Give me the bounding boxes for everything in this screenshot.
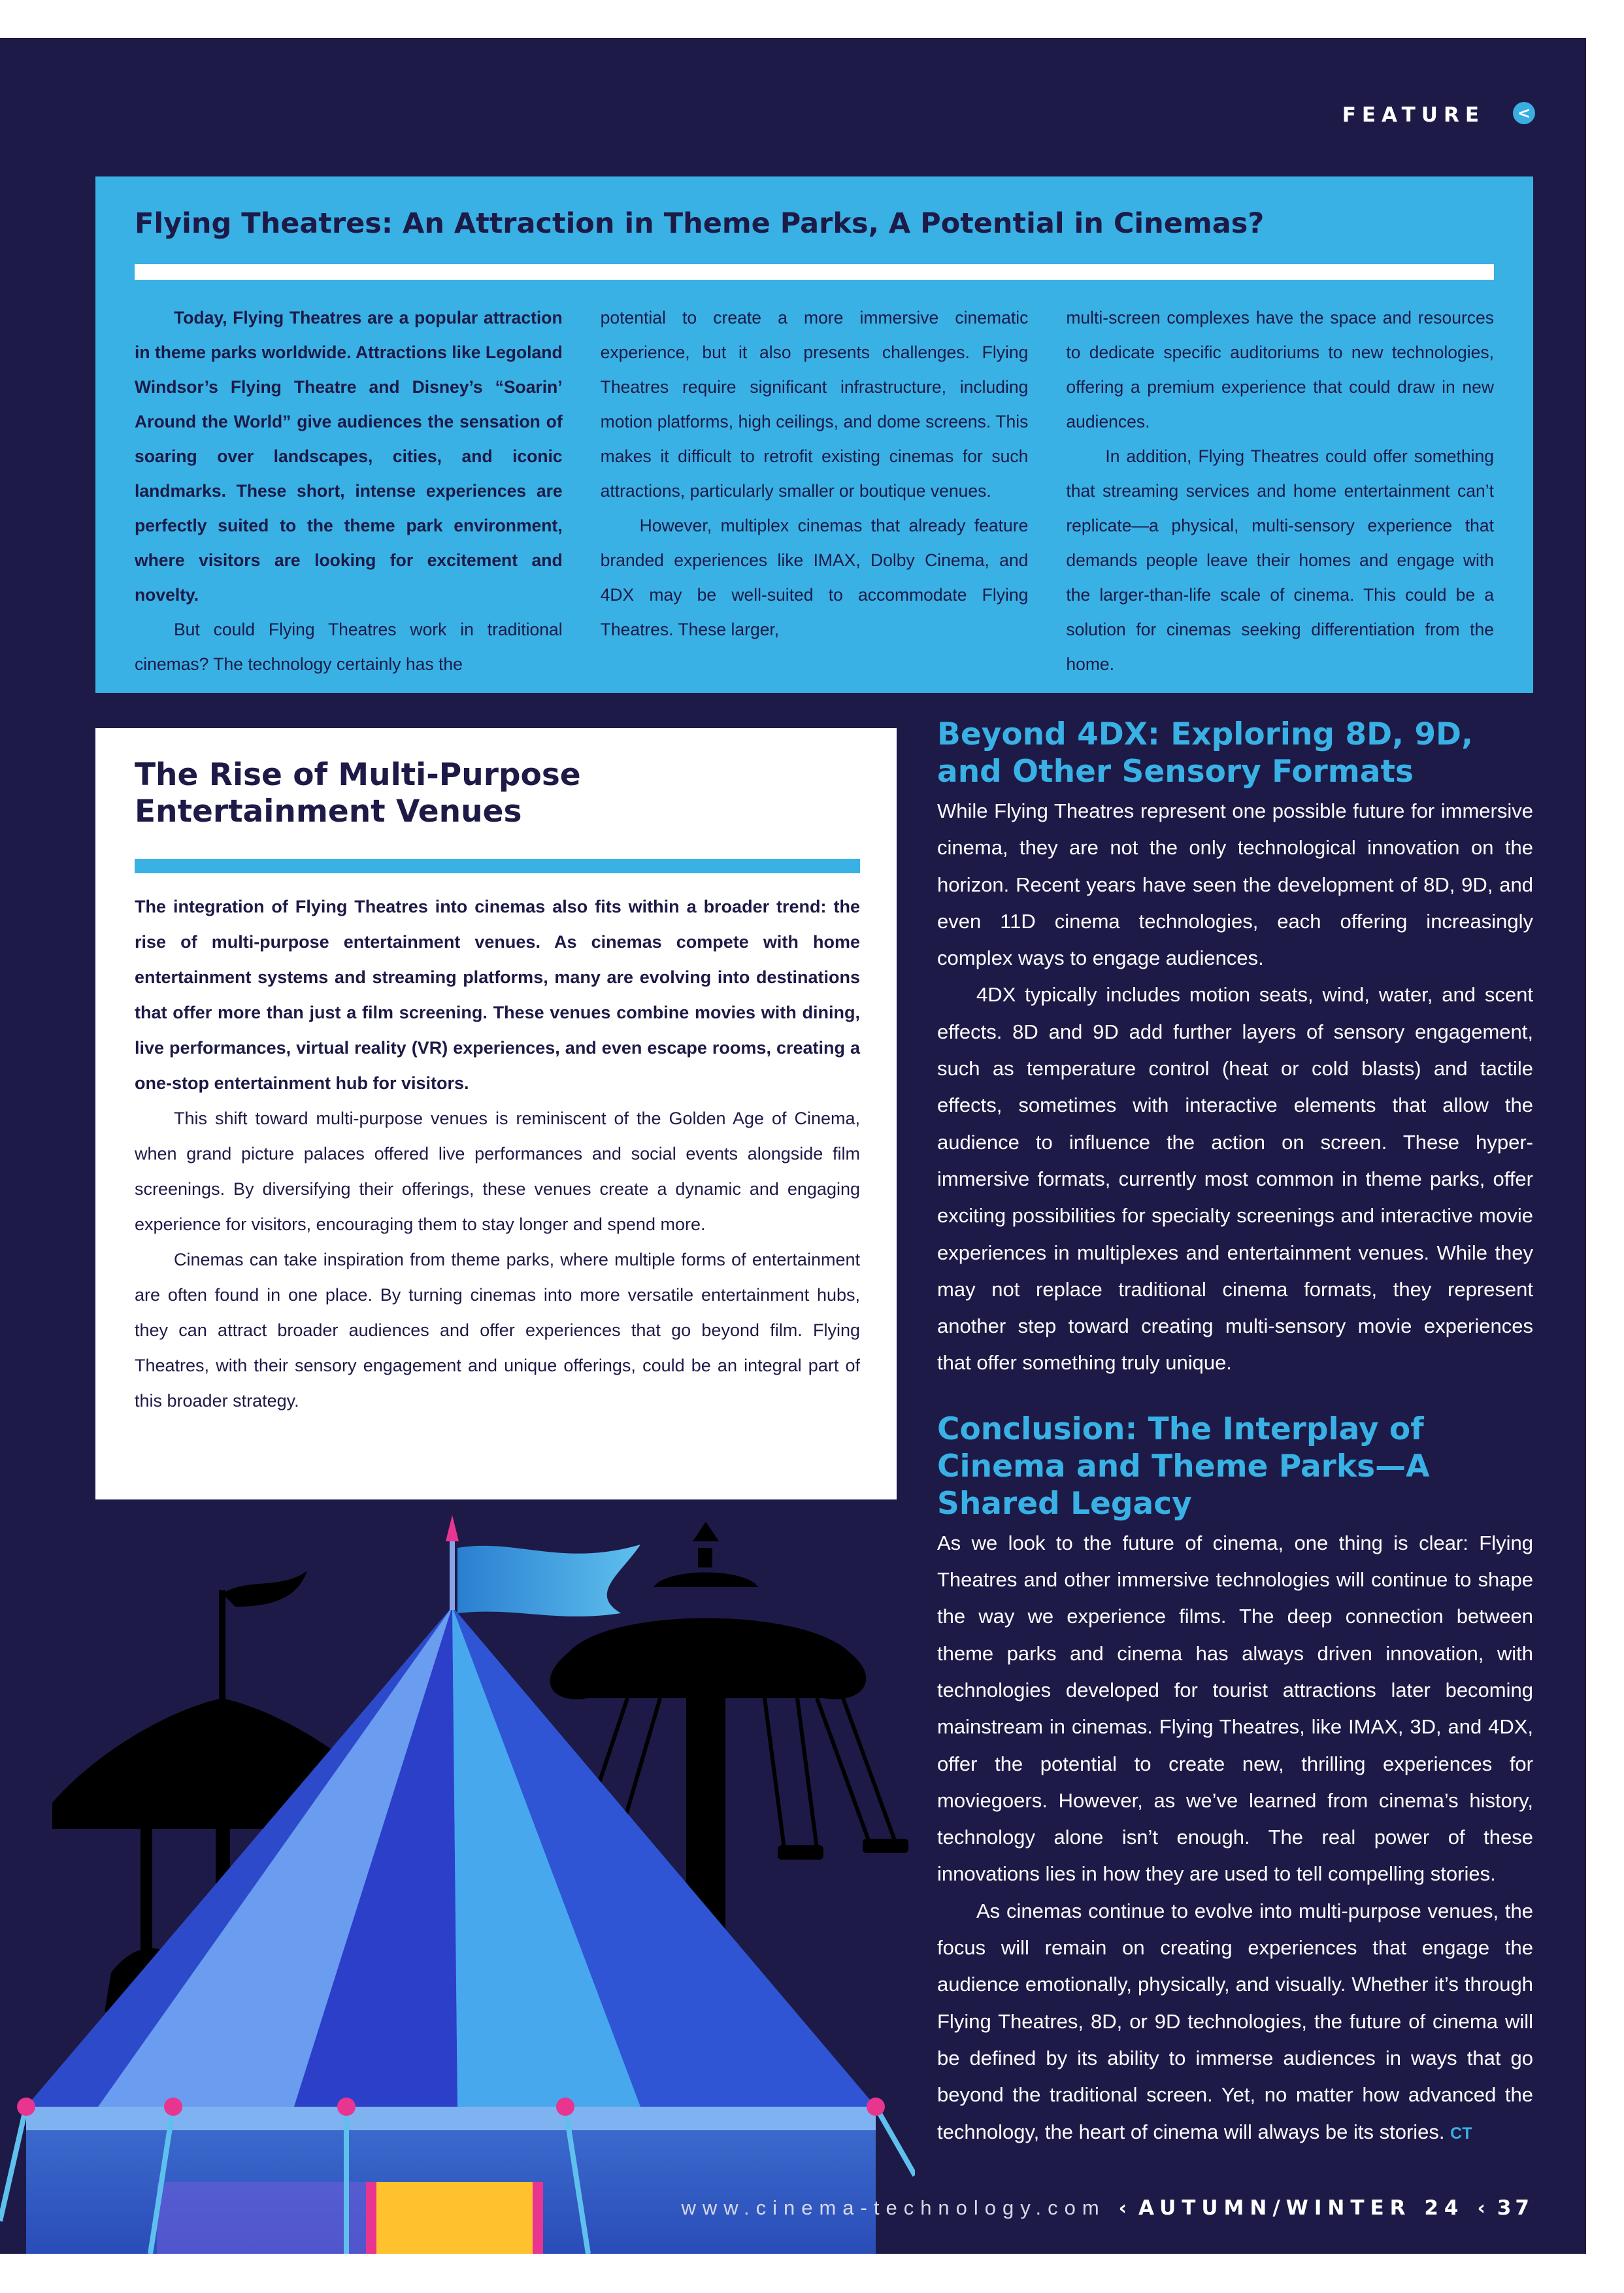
flying-theatres-title: Flying Theatres: An Attraction in Theme Parks, A Potential in Cinemas? bbox=[135, 207, 1265, 240]
rise-lead-paragraph: The integration of Flying Theatres into cinemas also fits within a broader trend: the rise of multi-purpose entertainment venues. As cinemas compete with home entertainment systems and streaming platforms, many are evolving into destinations that offer more than just a film screening. These venues combine movies with dining, live performances, virtual reality (VR) experiences, and even escape rooms, creating a one-stop entertainment hub for visitors. bbox=[135, 897, 860, 1093]
conclusion-paragraph: As we look to the future of cinema, one thing is clear: Flying Theatres and other immersive technologies will continue to shape the way we experience films. The deep connection between theme parks and cinema has always driven innovation, with technologies developed for tourist attractions later becoming mainstream in cinemas. Flying Theatres, like IMAX, 3D, and 4DX, offer the potential to create new, thrilling experiences for moviegoers. However, as we’ve learned from cinema’s history, technology alone isn’t enough. The real power of these innovations lies in how they are used to tell compelling stories. bbox=[937, 1531, 1533, 1886]
issue-edition: AUTUMN/WINTER 24 bbox=[1138, 2196, 1465, 2220]
flying-paragraph: However, multiplex cinemas that already feature branded experiences like IMAX, Dolby Cinema, and 4DX may be well-suited to accommodate Flying Theatres. These larger, bbox=[600, 516, 1029, 639]
title-line-1: The Rise of Multi-Purpose bbox=[135, 757, 581, 793]
page-footer bbox=[612, 2196, 1533, 2220]
flying-paragraph: potential to create a more immersive cinematic experience, but it also presents challenges. Flying Theatres require significant infrastructure, including motion platforms, high ceilings, and dome screens. This makes it difficult to retrofit existing cinemas for such attractions, particularly smaller or boutique venues. bbox=[600, 308, 1029, 501]
beyond-paragraph: While Flying Theatres represent one possible future for immersive cinema, they are not the only technological innovation on the horizon. Recent years have seen the development of 8D, 9D, and even 11D cinema technologies, each offering increasingly complex ways to engage audiences. bbox=[937, 799, 1533, 970]
multi-purpose-venues-title bbox=[135, 757, 860, 830]
section-label: FEATURE bbox=[1342, 103, 1485, 127]
flying-paragraph: multi-screen complexes have the space and resources to dedicate specific auditoriums to new technologies, offering a premium experience that could draw in new audiences. bbox=[1066, 308, 1495, 431]
flying-lead-paragraph: Today, Flying Theatres are a popular attraction in theme parks worldwide. Attractions like Legoland Windsor’s Flying Theatre and Disney’s “Soarin’ Around the World” give audiences the sensation of soaring over landscapes, cities, and iconic landmarks. These short, intense experiences are perfectly suited to the theme park environment, where visitors are looking for excitement and novelty. bbox=[135, 308, 563, 605]
magazine-page bbox=[0, 38, 1586, 2254]
beyond-paragraph: 4DX typically includes motion seats, wind, water, and scent effects. 8D and 9D add further layers of sensory engagement, such as temperature control (heat or cold blasts) and tactile effects, sometimes with interactive elements that allow the audience to influence the action on screen. These hyper-immersive formats, currently most common in theme parks, offer exciting possibilities for specialty screenings and interactive movie experiences in multiplexes and entertainment venues. While they may not replace traditional cinema formats, they represent another step toward creating multi-sensory movie experiences that offer something truly unique. bbox=[937, 983, 1533, 1375]
rise-paragraph: This shift toward multi-purpose venues is reminiscent of the Golden Age of Cinema, when grand picture palaces offered live performances and social events alongside film screenings. By diversifying their offerings, these venues create a dynamic and engaging experience for visitors, encouraging them to stay longer and spend more. bbox=[135, 1109, 860, 1234]
end-tag: CT bbox=[1450, 2124, 1472, 2143]
conclusion-final-text: As cinemas continue to evolve into multi-purpose venues, the focus will remain on creating experiences that engage the audience emotionally, physically, and visually. Whether it’s through Flying Theatres, 8D, or 9D technologies, the future of cinema will be defined by its ability to immerse audiences in ways that go beyond the traditional screen. Yet, no matter how advanced the technology, the heart of cinema will always be its stories. bbox=[937, 1899, 1533, 2143]
title-divider bbox=[135, 859, 860, 873]
title-line-2: Entertainment Venues bbox=[135, 794, 522, 829]
beyond-4dx-heading: Beyond 4DX: Exploring 8D, 9D, and Other Sensory Formats bbox=[937, 716, 1473, 790]
flying-column-1 bbox=[135, 301, 563, 682]
flying-column-3 bbox=[1066, 301, 1494, 682]
conclusion-body bbox=[937, 1525, 1533, 2152]
multi-purpose-venues-box bbox=[95, 728, 897, 1499]
flying-theatres-box bbox=[95, 176, 1533, 693]
multi-purpose-venues-body bbox=[135, 889, 860, 1418]
flying-column-2 bbox=[601, 301, 1029, 682]
flying-paragraph: In addition, Flying Theatres could offer something that streaming services and home entertainment can’t replicate—a physical, multi-sensory experience that demands people leave their homes and engage with the larger-than-life scale of cinema. This could be a solution for cinemas seeking differentiation from the home. bbox=[1066, 446, 1495, 674]
title-divider bbox=[135, 264, 1494, 280]
footer-separator: ‹ bbox=[1477, 2197, 1485, 2220]
flying-paragraph: But could Flying Theatres work in traditional cinemas? The technology certainly has the bbox=[135, 620, 563, 674]
theme-park-illustration bbox=[0, 1515, 915, 2254]
rise-paragraph: Cinemas can take inspiration from theme parks, where multiple forms of entertainment are often found in one place. By turning cinemas into more versatile entertainment hubs, they can attract broader audiences and offer experiences that go beyond film. Flying Theatres, with their sensory engagement and unique offerings, could be an integral part of this broader strategy. bbox=[135, 1250, 860, 1411]
page-number: 37 bbox=[1497, 2196, 1533, 2220]
footer-separator: ‹ bbox=[1118, 2197, 1127, 2220]
right-column bbox=[937, 716, 1533, 2152]
conclusion-paragraph bbox=[937, 1893, 1533, 2152]
conclusion-heading: Conclusion: The Interplay of Cinema and Theme Parks—A Shared Legacy bbox=[937, 1411, 1430, 1522]
left-chevron-circle-icon: < bbox=[1513, 102, 1535, 124]
beyond-4dx-body bbox=[937, 793, 1533, 1382]
flying-theatres-columns bbox=[135, 301, 1494, 682]
website-url: www.cinema-technology.com bbox=[681, 2196, 1106, 2219]
